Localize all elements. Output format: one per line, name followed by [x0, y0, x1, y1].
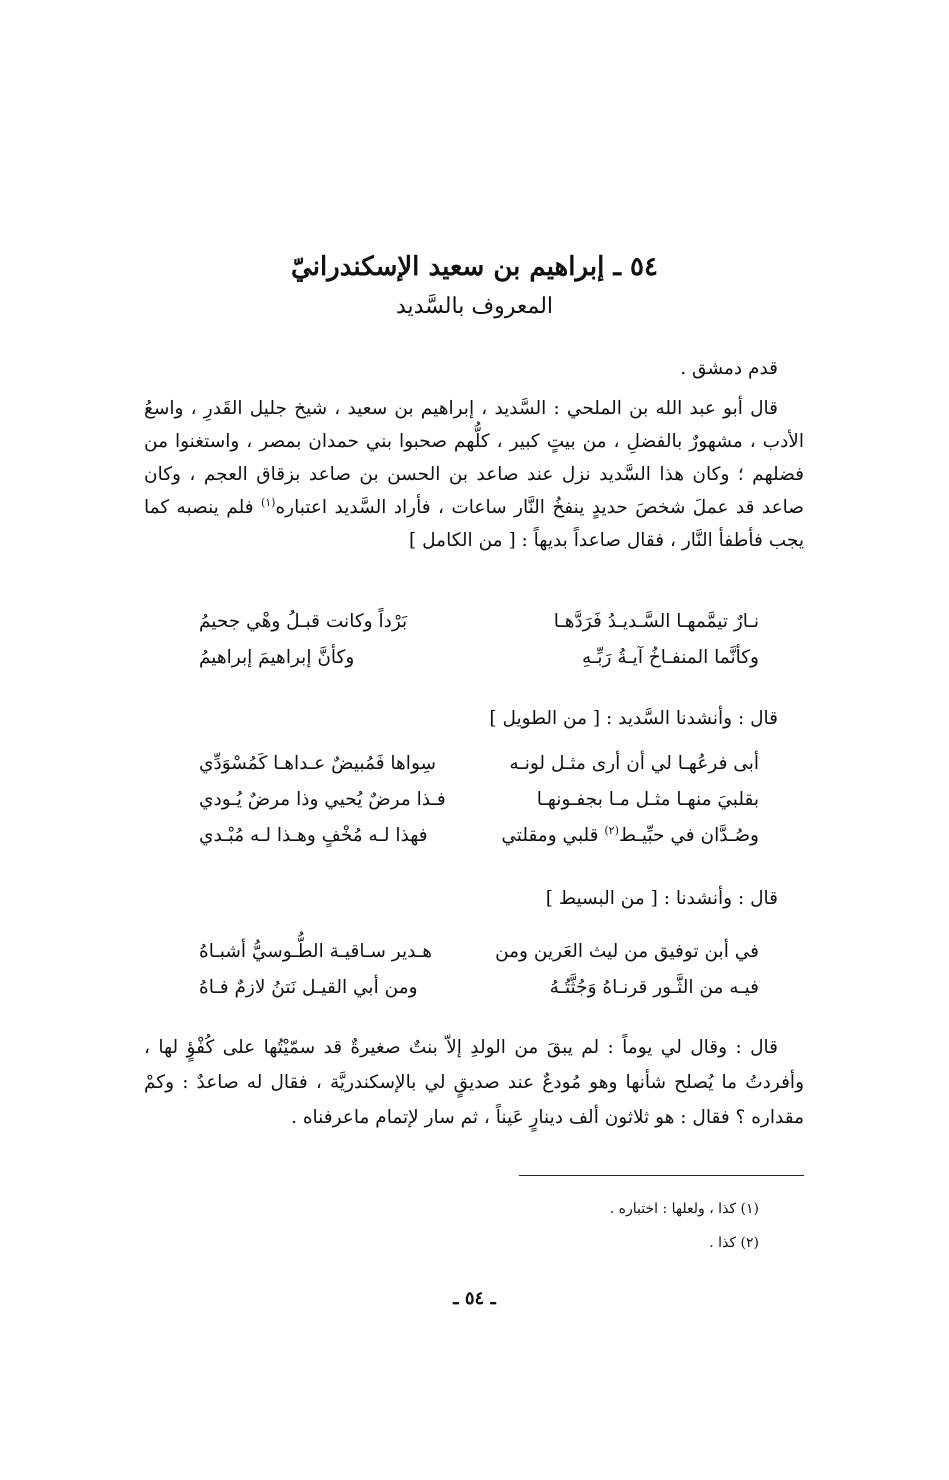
verse-ajuz: هـدير سـاقيـة الطُّـوسيُّ أشبـاهُ — [199, 941, 433, 962]
footnotes — [199, 1192, 759, 1260]
verse-sadr-part2: قلبي ومقلتي — [501, 825, 605, 846]
main-paragraph — [144, 392, 804, 557]
entry-title: ٥٤ ـ إبراهيم بن سعيد الإسكندرانيّ — [291, 252, 658, 282]
verse-sadr: في أبن توفيق من ليث العَرين ومن — [495, 941, 759, 962]
poem-kamil — [199, 604, 759, 676]
verse-sadr-part1: وصُـدَّان في حبِّيـط — [618, 825, 759, 846]
verse-line — [199, 818, 759, 854]
verse-ajuz: فهذا لـه مُخْفٍ وهـذا لـه مُبْـدي — [199, 825, 428, 846]
intro-paragraph — [144, 352, 804, 385]
verse-line — [199, 746, 759, 782]
main-paragraph-text — [144, 392, 804, 557]
qal-tawil-text: قال : وأنشدنا السَّديد : [ من الطويل ] — [489, 708, 778, 729]
verse-ajuz: وكأنَّ إبراهيمَ إبراهيمُ — [199, 647, 355, 668]
footnote-ref-1: (١) — [260, 495, 276, 509]
verse-sadr: فيـه من الثَّـور قرنـاهُ وَجُثَّتُـهُ — [549, 977, 759, 998]
qal-tawil-paragraph — [144, 702, 804, 735]
verse-ajuz: سِواها فَمُبيضٌ عـداهـا كَمُسْوَدِّي — [199, 753, 437, 774]
footnote-1: (١) كذا ، ولعلها : اختباره . — [609, 1201, 759, 1217]
main-text-part1: قال أبو عبد الله بن الملحي : السَّديد ، إبراهيم بن سعيد ، شيخ جليل القَدرِ ، واسعُ الأدب ، مشهورٌ بالفضلِ ، من بيتٍ كبير ، كلُّهم صحبوا بني حمدان بمصر ، واستغنوا من فضلهم ؛ وكان هذا السَّديد نزل عند صاعد بن الحسن بن صاعد بزقاق العجم ، وكان صاعد قد عملَ شخصَ حديدٍ ينفخُ النَّار ساعات ، فأراد السَّديد اعتباره — [144, 398, 804, 518]
page-number: ـ ٥٤ ـ — [453, 1288, 496, 1309]
verse-line — [199, 970, 759, 1006]
qal-basit-paragraph — [144, 882, 804, 915]
final-paragraph-text: قال : وقال لي يوماً : لم يبقَ من الولدِ إلاّ بنتٌ صغيرةٌ قد سمّيْتُها على كُفْؤٍ لها ، وأفردتُ ما يُصلح شأنها وهو مُودعٌ عند صديقٍ لي بالإسكندريَّة ، فقال له صاعدٌ : وكمْ مقداره ؟ فقال : هو ثلاثون ألف دينارٍ عَيناً ، ثم سار لإتمام ماعرفناه . — [144, 1037, 804, 1128]
verse-sadr — [484, 818, 759, 854]
intro-text: قدم دمشق . — [680, 358, 778, 379]
final-paragraph — [144, 1030, 804, 1135]
verse-sadr: أبى فرعُهـا لي أن أرى مثـل لونـه — [509, 753, 759, 774]
verse-line — [199, 604, 759, 640]
verse-ajuz: بَرْداً وكانت قبـلُ وهْي جحيمُ — [199, 611, 408, 632]
verse-sadr: بقلبيَ منهـا مثـل مـا بجفـونهـا — [536, 789, 759, 810]
verse-sadr: وكأنَّما المنفـاخُ آيـةُ رَبِّـهِ — [582, 647, 759, 668]
verse-line — [199, 640, 759, 676]
main-text-part2: فلم ينصبه كما يجب فأطفأ النَّار ، فقال صاعداً بديهاً : [ من الكامل ] — [144, 497, 804, 551]
footnote-ref-2: (٢) — [604, 823, 619, 837]
footnote-2: (٢) كذا . — [709, 1235, 759, 1251]
entry-subtitle: المعروف بالسَّديد — [395, 294, 554, 319]
poem-tawil — [199, 746, 759, 854]
verse-line — [199, 782, 759, 818]
verse-sadr: نـارٌ تيمَّمهـا السَّـديـدُ فَرَدَّهـا — [553, 611, 759, 632]
poem-basit — [199, 934, 759, 1006]
verse-ajuz: ومن أبي القيـل نَتنُ لازمٌ فـاهُ — [199, 977, 418, 998]
verse-ajuz: فـذا مرضٌ يُحيي وذا مرضٌ يُـودي — [199, 789, 446, 810]
qal-basit-text: قال : وأنشدنا : [ من البسيط ] — [545, 888, 778, 909]
footnote-divider — [519, 1175, 804, 1176]
verse-line — [199, 934, 759, 970]
